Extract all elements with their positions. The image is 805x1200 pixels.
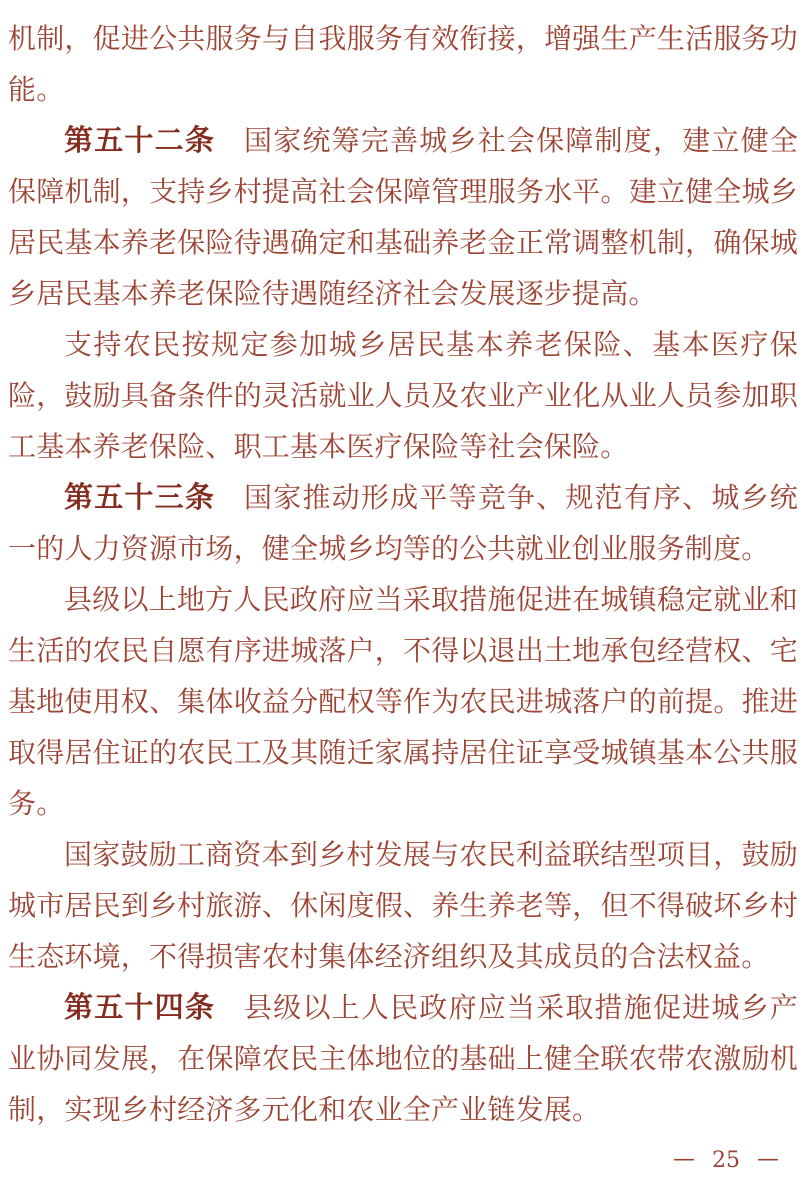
paragraph-text: 国家鼓励工商资本到乡村发展与农民利益联结型项目，鼓励城市居民到乡村旅游、休闲度假、养生养老等，但不得破坏乡村生态环境，不得损害农村集体经济组织及其成员的合法权益。 <box>8 838 798 973</box>
paragraph-continuation <box>8 13 798 115</box>
article-text: 县级以上人民政府应当采取措施促进城乡产业协同发展，在保障农民主体地位的基础上健全联农带农激励机制，实现乡村经济多元化和农业全产业链发展。 <box>8 991 798 1126</box>
paragraph <box>8 319 798 472</box>
paragraph-text: 县级以上地方人民政府应当采取措施促进在城镇稳定就业和生活的农民自愿有序进城落户，不得以退出土地承包经营权、宅基地使用权、集体收益分配权等作为农民进城落户的前提。推进取得居住证的农民工及其随迁家属持居住证享受城镇基本公共服务。 <box>8 583 798 820</box>
article-text: 国家推动形成平等竞争、规范有序、城乡统一的人力资源市场，健全城乡均等的公共就业创业服务制度。 <box>8 481 798 565</box>
paragraph-text: 支持农民按规定参加城乡居民基本养老保险、基本医疗保险，鼓励具备条件的灵活就业人员及农业产业化从业人员参加职工基本养老保险、职工基本医疗保险等社会保险。 <box>8 328 798 463</box>
article-paragraph <box>8 115 798 319</box>
article-number: 第五十四条 <box>64 990 216 1024</box>
footer-left-dash: — <box>673 1147 695 1172</box>
footer-right-dash: — <box>757 1147 779 1172</box>
article-text: 国家统筹完善城乡社会保障制度，建立健全保障机制，支持乡村提高社会保障管理服务水平。建立健全城乡居民基本养老保险待遇确定和基础养老金正常调整机制，确保城乡居民基本养老保险待遇随经济社会发展逐步提高。 <box>8 124 798 310</box>
article-paragraph <box>8 472 798 574</box>
article-paragraph <box>8 982 798 1135</box>
paragraph <box>8 574 798 829</box>
page-number: 25 <box>712 1148 740 1173</box>
page-footer <box>673 1148 779 1173</box>
paragraph <box>8 829 798 982</box>
paragraph-text: 机制，促进公共服务与自我服务有效衔接，增强生产生活服务功能。 <box>8 22 798 106</box>
document-body <box>8 13 798 1135</box>
article-number: 第五十二条 <box>64 123 216 157</box>
article-number: 第五十三条 <box>64 480 216 514</box>
